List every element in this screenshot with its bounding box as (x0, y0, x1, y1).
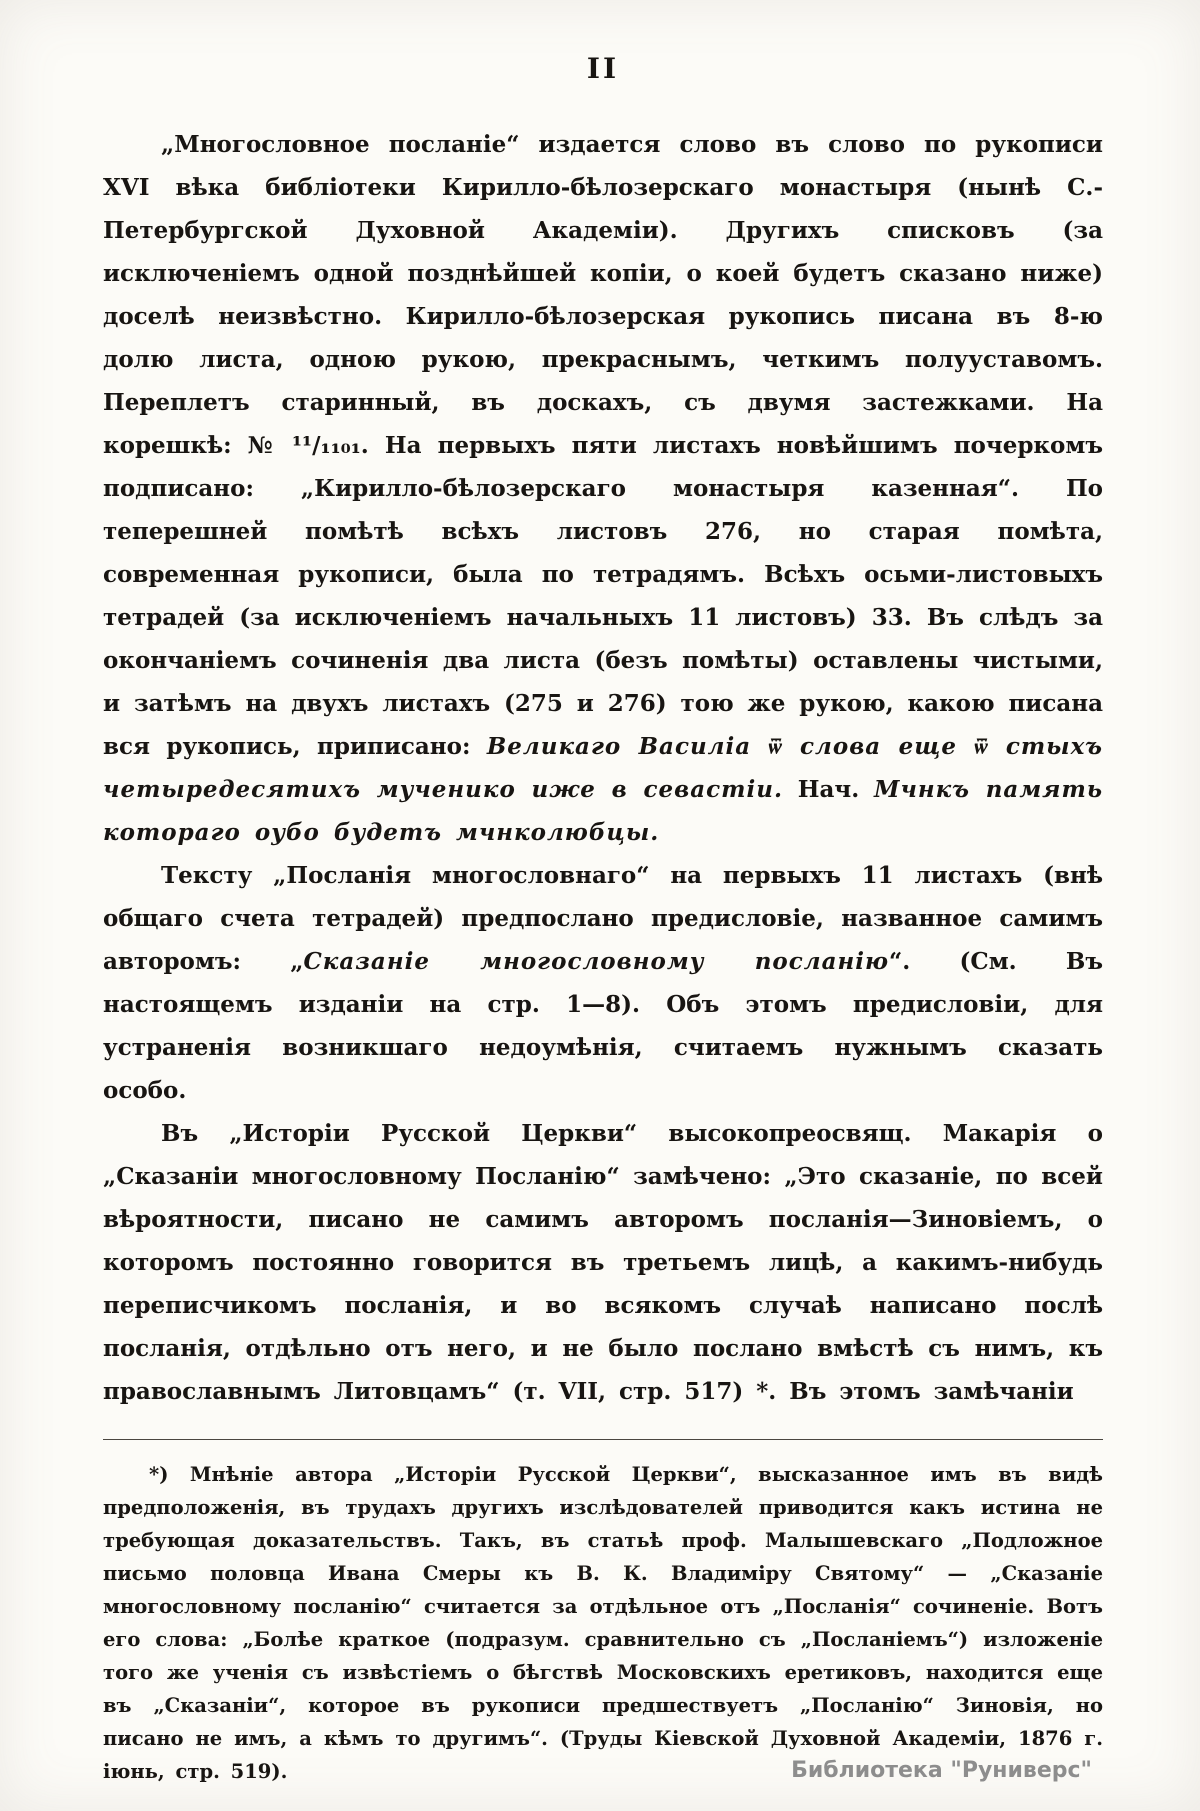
skazanie-title-italic: Сказаніе многословному посланію (303, 948, 890, 975)
paragraph-2-text-post: “. (См. Въ настоящемъ изданіи на стр. 1—8). Объ этомъ предисловіи, для устраненія возникшаго недоумѣнія, считаемъ нужнымъ сказать особо. (103, 948, 1103, 1104)
paragraph-1-text: „Многословное посланіе“ издается слово въ слово по рукописи XVI вѣка библіотеки Кирилло-бѣлозерскаго монастыря (нынѣ С.-Петербургской Духовной Академіи). Другихъ списковъ (за исключеніемъ одной позднѣйшей копіи, о коей будетъ сказано ниже) доселѣ неизвѣстно. Кирилло-бѣлозерская рукопись писана въ 8-ю долю листа, одною рукою, прекраснымъ, четкимъ полууставомъ. Переплетъ старинный, въ доскахъ, съ двумя застежками. На корешкѣ: № ¹¹/₁₁₀₁. На первыхъ пяти листахъ новѣйшимъ почеркомъ подписано: „Кирилло-бѣлозерскаго монастыря казенная“. По теперешней помѣтѣ всѣхъ листовъ 276, но старая помѣта, современная рукописи, была по тетрадямъ. Всѣхъ осьми-листовыхъ тетрадей (за исключеніемъ начальныхъ 11 листовъ) 33. Въ слѣдъ за окончаніемъ сочиненія два листа (безъ помѣты) оставлены чистыми, и затѣмъ на двухъ листахъ (275 и 276) тою же рукою, какою писана вся рукопись, приписано: (103, 131, 1103, 760)
library-watermark: Библиотека "Руниверс" (791, 1758, 1092, 1783)
footnote-separator (103, 1439, 1103, 1440)
paragraph-1-nach-label: Нач. (783, 776, 874, 803)
footnote-text: *) Мнѣніе автора „Исторіи Русской Церкви“, высказанное имъ въ видѣ предположенія, въ трудахъ другихъ изслѣдователей приводится какъ истина не требующая доказательствъ. Такъ, въ статьѣ проф. Малышевскаго „Подложное письмо половца Ивана Смеры къ В. К. Владиміру Святому“ — „Сказаніе многословному посланію“ считается за отдѣльное отъ „Посланія“ сочиненіе. Вотъ его слова: „Болѣе краткое (подразум. сравнительно съ „Посланіемъ“) изложеніе того же ученія съ извѣстіемъ о бѣгствѣ Московскихъ еретиковъ, находится еще въ „Сказаніи“, которое въ рукописи предшествуетъ „Посланію“ Зиновія, но писано не имъ, а кѣмъ то другимъ“. (Труды Кіевской Духовной Академіи, 1876 г. іюнь, стр. 519). (103, 1463, 1103, 1783)
paragraph-makariy-quote: Въ „Исторіи Русской Церкви“ высокопреосвящ. Макарія о „Сказаніи многословному Посланію“ замѣчено: „Это сказаніе, по всей вѣроятности, писано не самимъ авторомъ посланія—Зиновіемъ, о которомъ постоянно говорится въ третьемъ лицѣ, а какимъ-нибудь переписчикомъ посланія, и во всякомъ случаѣ написано послѣ посланія, отдѣльно отъ него, и не было послано вмѣстѣ съ нимъ, къ православнымъ Литовцамъ“ (т. VII, стр. 517) *. Въ этомъ замѣчаніи (103, 1120, 1103, 1405)
slavonic-inscription-1: Великаго Василіа ѿ слова еще ѿ стыхъ четыредесятихъ мученико иже в севастіи. (103, 733, 1104, 803)
paragraph-preface-note (103, 854, 1103, 1112)
slavonic-inscription-2: Мчнкъ память котораго оубо будетъ мчнколюбцы. (103, 776, 1103, 846)
paragraph-manuscript-description (103, 123, 1103, 854)
paragraph-2-text-pre: Тексту „Посланія многословнаго“ на первыхъ 11 листахъ (внѣ общаго счета тетрадей) предпослано предисловіе, названное самимъ авторомъ: „ (103, 862, 1103, 975)
page-number: II (586, 52, 620, 85)
text-block (103, 52, 1103, 1788)
